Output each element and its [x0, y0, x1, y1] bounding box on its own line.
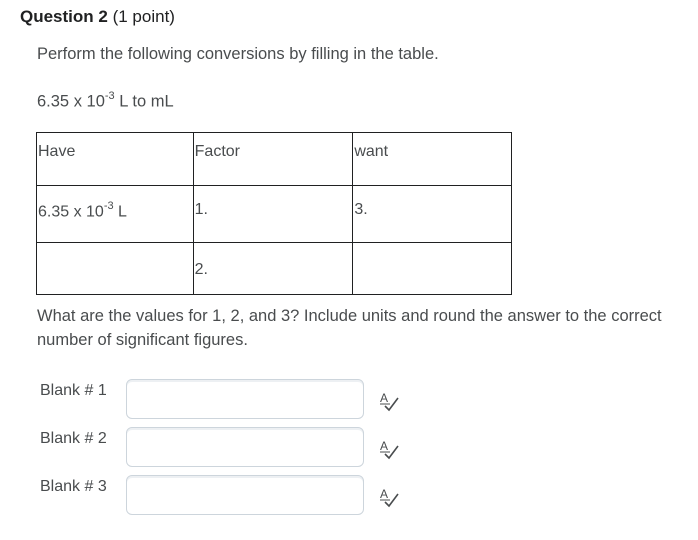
expression-mantissa: 6.35 x 10 — [37, 92, 105, 111]
blank-input-2[interactable] — [126, 427, 364, 467]
cell-factor-2: 2. — [193, 243, 353, 295]
table-header-row — [37, 133, 512, 186]
cell-have — [37, 186, 194, 243]
blank-input-3[interactable] — [126, 475, 364, 515]
cell-want-3: 3. — [353, 186, 512, 243]
blank-input-1[interactable] — [126, 379, 364, 419]
followup-question: What are the values for 1, 2, and 3? Include units and round the answer to the correct number of significant figures. — [37, 307, 662, 349]
conversion-expression — [37, 86, 174, 113]
expression-exponent: -3 — [104, 90, 115, 102]
blank-label-2: Blank # 2 — [40, 430, 107, 447]
question-prompt: Perform the following conversions by filling in the table. — [37, 45, 439, 63]
header-have: Have — [37, 133, 194, 186]
spell-check-icon[interactable] — [378, 390, 400, 412]
spell-check-icon[interactable] — [378, 486, 400, 508]
svg-text:A: A — [380, 439, 389, 453]
blank-label-1: Blank # 1 — [40, 382, 107, 399]
cell-empty-want — [353, 243, 512, 295]
table-row — [37, 186, 512, 243]
svg-text:A: A — [380, 487, 389, 501]
header-factor: Factor — [193, 133, 353, 186]
header-want: want — [353, 133, 512, 186]
expression-suffix: L to mL — [114, 92, 174, 111]
blank-row-2 — [40, 427, 420, 469]
question-header — [20, 7, 175, 27]
blank-label-3: Blank # 3 — [40, 478, 107, 495]
conversion-table — [36, 132, 512, 295]
blank-row-3 — [40, 475, 420, 517]
spell-check-icon[interactable] — [378, 438, 400, 460]
cell-empty-have — [37, 243, 194, 295]
question-title: Question 2 — [20, 7, 108, 26]
have-exponent: -3 — [103, 200, 114, 212]
blank-row-1 — [40, 379, 420, 421]
cell-factor-1: 1. — [193, 186, 353, 243]
have-suffix: L — [113, 203, 127, 221]
table-row — [37, 243, 512, 295]
svg-text:A: A — [380, 391, 389, 405]
question-points: (1 point) — [112, 7, 175, 26]
have-mantissa: 6.35 x 10 — [38, 203, 104, 221]
